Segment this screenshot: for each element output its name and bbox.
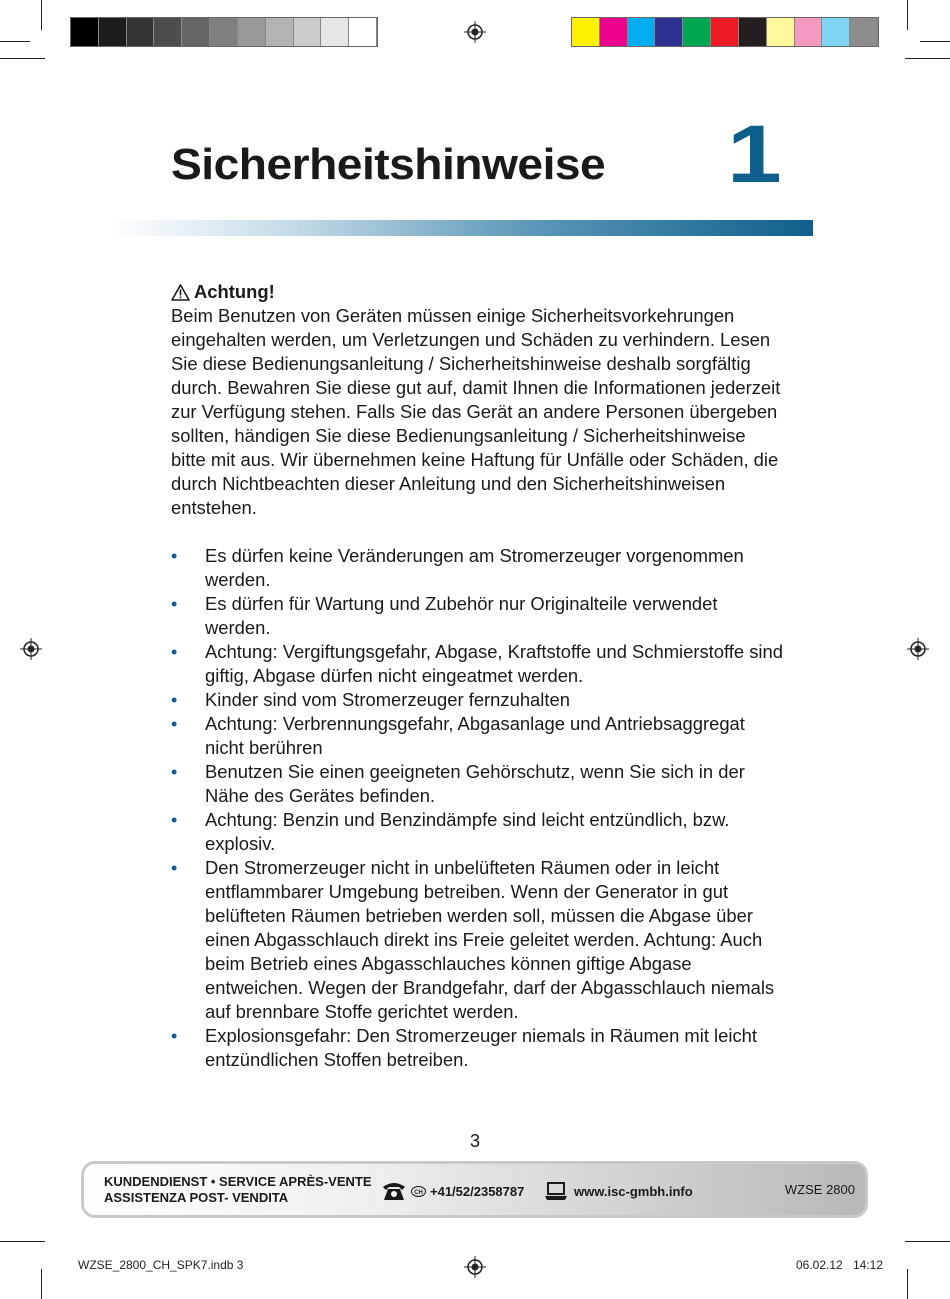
color-swatch: [767, 18, 795, 46]
safety-bullet-item: [171, 688, 783, 712]
page-number: 3: [469, 1131, 480, 1151]
safety-bullet-item: [171, 592, 783, 640]
laptop-icon: [544, 1181, 568, 1201]
bullet-icon: •: [171, 1026, 178, 1046]
crop-mark: [905, 1241, 950, 1242]
color-swatch: [127, 18, 155, 46]
process-color-bar: [571, 17, 879, 47]
color-swatch: [711, 18, 739, 46]
color-swatch: [349, 18, 377, 46]
bullet-text: Es dürfen für Wartung und Zubehör nur Originalteile verwendet werden.: [205, 593, 718, 638]
safety-bullet-item: [171, 544, 783, 592]
registration-mark-icon: [907, 638, 929, 660]
color-swatch: [628, 18, 656, 46]
registration-mark-icon: [464, 21, 486, 43]
warning-heading-text: Achtung!: [194, 281, 275, 302]
service-footer: [81, 1161, 868, 1218]
model-number: WZSE 2800: [784, 1182, 855, 1197]
registration-mark-icon: [464, 1256, 486, 1278]
grayscale-color-bar: [70, 17, 378, 47]
color-swatch: [321, 18, 349, 46]
bullet-icon: •: [171, 594, 178, 614]
bullet-icon: •: [171, 810, 178, 830]
color-swatch: [182, 18, 210, 46]
country-badge-text: CH: [414, 1189, 423, 1196]
crop-mark: [0, 1241, 45, 1242]
bullet-icon: •: [171, 690, 178, 710]
bullet-text: Den Stromerzeuger nicht in unbelüfteten Räumen oder in leicht entflammbarer Umgebung betreiben. Wenn der Generator in gut belüfteten Räumen betrieben werden soll, müssen die Abgase über einen Abgasschlauch direkt ins Freie geleitet werden. Achtung: Auch beim Betrieb eines Abgasschlauches können giftige Abgase entweichen. Wegen der Brandgefahr, darf der Abgasschlauch niemals auf brennbare Stoffe gerichtet werden.: [205, 857, 775, 1022]
registration-mark-icon: [20, 638, 42, 660]
color-swatch: [739, 18, 767, 46]
page-title: Sicherheitshinweise: [171, 140, 606, 189]
slug-date: 06.02.12: [796, 1258, 843, 1272]
color-swatch: [294, 18, 322, 46]
safety-bullet-item: [171, 808, 783, 856]
service-line-2: ASSISTENZA POST- VENDITA: [104, 1190, 289, 1205]
color-swatch: [795, 18, 823, 46]
bullet-text: Achtung: Vergiftungsgefahr, Abgase, Kraftstoffe und Schmierstoffe sind giftig, Abgase dürfen nicht eingeatmet werden.: [205, 641, 783, 686]
telephone-icon: [381, 1181, 407, 1201]
color-swatch: [683, 18, 711, 46]
crop-mark: [907, 0, 908, 30]
color-swatch: [238, 18, 266, 46]
color-swatch: [822, 18, 850, 46]
color-swatch: [99, 18, 127, 46]
slug-time: 14:12: [853, 1258, 884, 1272]
color-swatch: [266, 18, 294, 46]
service-labels: [104, 1174, 371, 1206]
warning-paragraph: Beim Benutzen von Geräten müssen einige Sicherheitsvorkehrungen eingehalten werden, um Verletzungen und Schäden zu verhindern. Lesen Sie diese Bedienungsanleitung / Sicherheitshinweise deshalb sorgfältig durch. Bewahren Sie diese gut auf, damit Ihnen die Informationen jederzeit zur Verfügung stehen. Falls Sie das Gerät an andere Personen übergeben sollten, händigen Sie diese Bedienungsanleitung / Sicherheitshinweise bitte mit aus. Wir übernehmen keine Haftung für Unfälle oder Schäden, die durch Nichtbeachten dieser Anleitung und den Sicherheitshinweisen entstehen.: [171, 305, 781, 518]
slug-filename: WZSE_2800_CH_SPK7.indb 3: [78, 1258, 244, 1272]
safety-bullet-item: [171, 760, 783, 808]
website-contact: [544, 1181, 693, 1201]
country-badge: [411, 1186, 426, 1197]
chapter-number: 1: [727, 109, 782, 200]
bullet-text: Es dürfen keine Veränderungen am Stromerzeuger vorgenommen werden.: [205, 545, 744, 590]
color-swatch: [154, 18, 182, 46]
bullet-icon: •: [171, 714, 178, 734]
bullet-text: Achtung: Benzin und Benzindämpfe sind leicht entzündlich, bzw. explosiv.: [205, 809, 730, 854]
safety-content: [171, 280, 783, 1072]
safety-bullet-list: [171, 544, 783, 1072]
bullet-text: Benutzen Sie einen geeigneten Gehörschutz, wenn Sie sich in der Nähe des Gerätes befinden.: [205, 761, 745, 806]
color-swatch: [655, 18, 683, 46]
bullet-icon: •: [171, 642, 178, 662]
crop-mark: [920, 41, 950, 42]
color-swatch: [600, 18, 628, 46]
warning-heading: [171, 280, 783, 304]
color-swatch: [572, 18, 600, 46]
website-url[interactable]: www.isc-gmbh.info: [574, 1183, 693, 1199]
service-line-1: KUNDENDIENST • SERVICE APRÈS-VENTE: [104, 1174, 372, 1189]
title-gradient-rule: [112, 220, 813, 236]
bullet-icon: •: [171, 546, 178, 566]
bullet-icon: •: [171, 762, 178, 782]
crop-mark: [0, 41, 30, 42]
crop-mark: [41, 1269, 42, 1299]
safety-bullet-item: [171, 856, 783, 1024]
bullet-text: Explosionsgefahr: Den Stromerzeuger niemals in Räumen mit leicht entzündlichen Stoffen betreiben.: [205, 1025, 757, 1070]
safety-bullet-item: [171, 1024, 783, 1072]
bullet-text: Kinder sind vom Stromerzeuger fernzuhalten: [205, 689, 570, 710]
crop-mark: [907, 1269, 908, 1299]
phone-number: +41/52/2358787: [430, 1183, 525, 1199]
color-swatch: [850, 18, 878, 46]
phone-contact: [381, 1181, 524, 1201]
crop-mark: [41, 0, 42, 30]
crop-mark: [905, 58, 950, 59]
warning-triangle-icon: [171, 284, 190, 301]
safety-bullet-item: [171, 712, 783, 760]
safety-bullet-item: [171, 640, 783, 688]
color-swatch: [71, 18, 99, 46]
bullet-text: Achtung: Verbrennungsgefahr, Abgasanlage und Antriebsaggregat nicht berühren: [205, 713, 745, 758]
crop-mark: [0, 58, 45, 59]
color-swatch: [210, 18, 238, 46]
bullet-icon: •: [171, 858, 178, 878]
